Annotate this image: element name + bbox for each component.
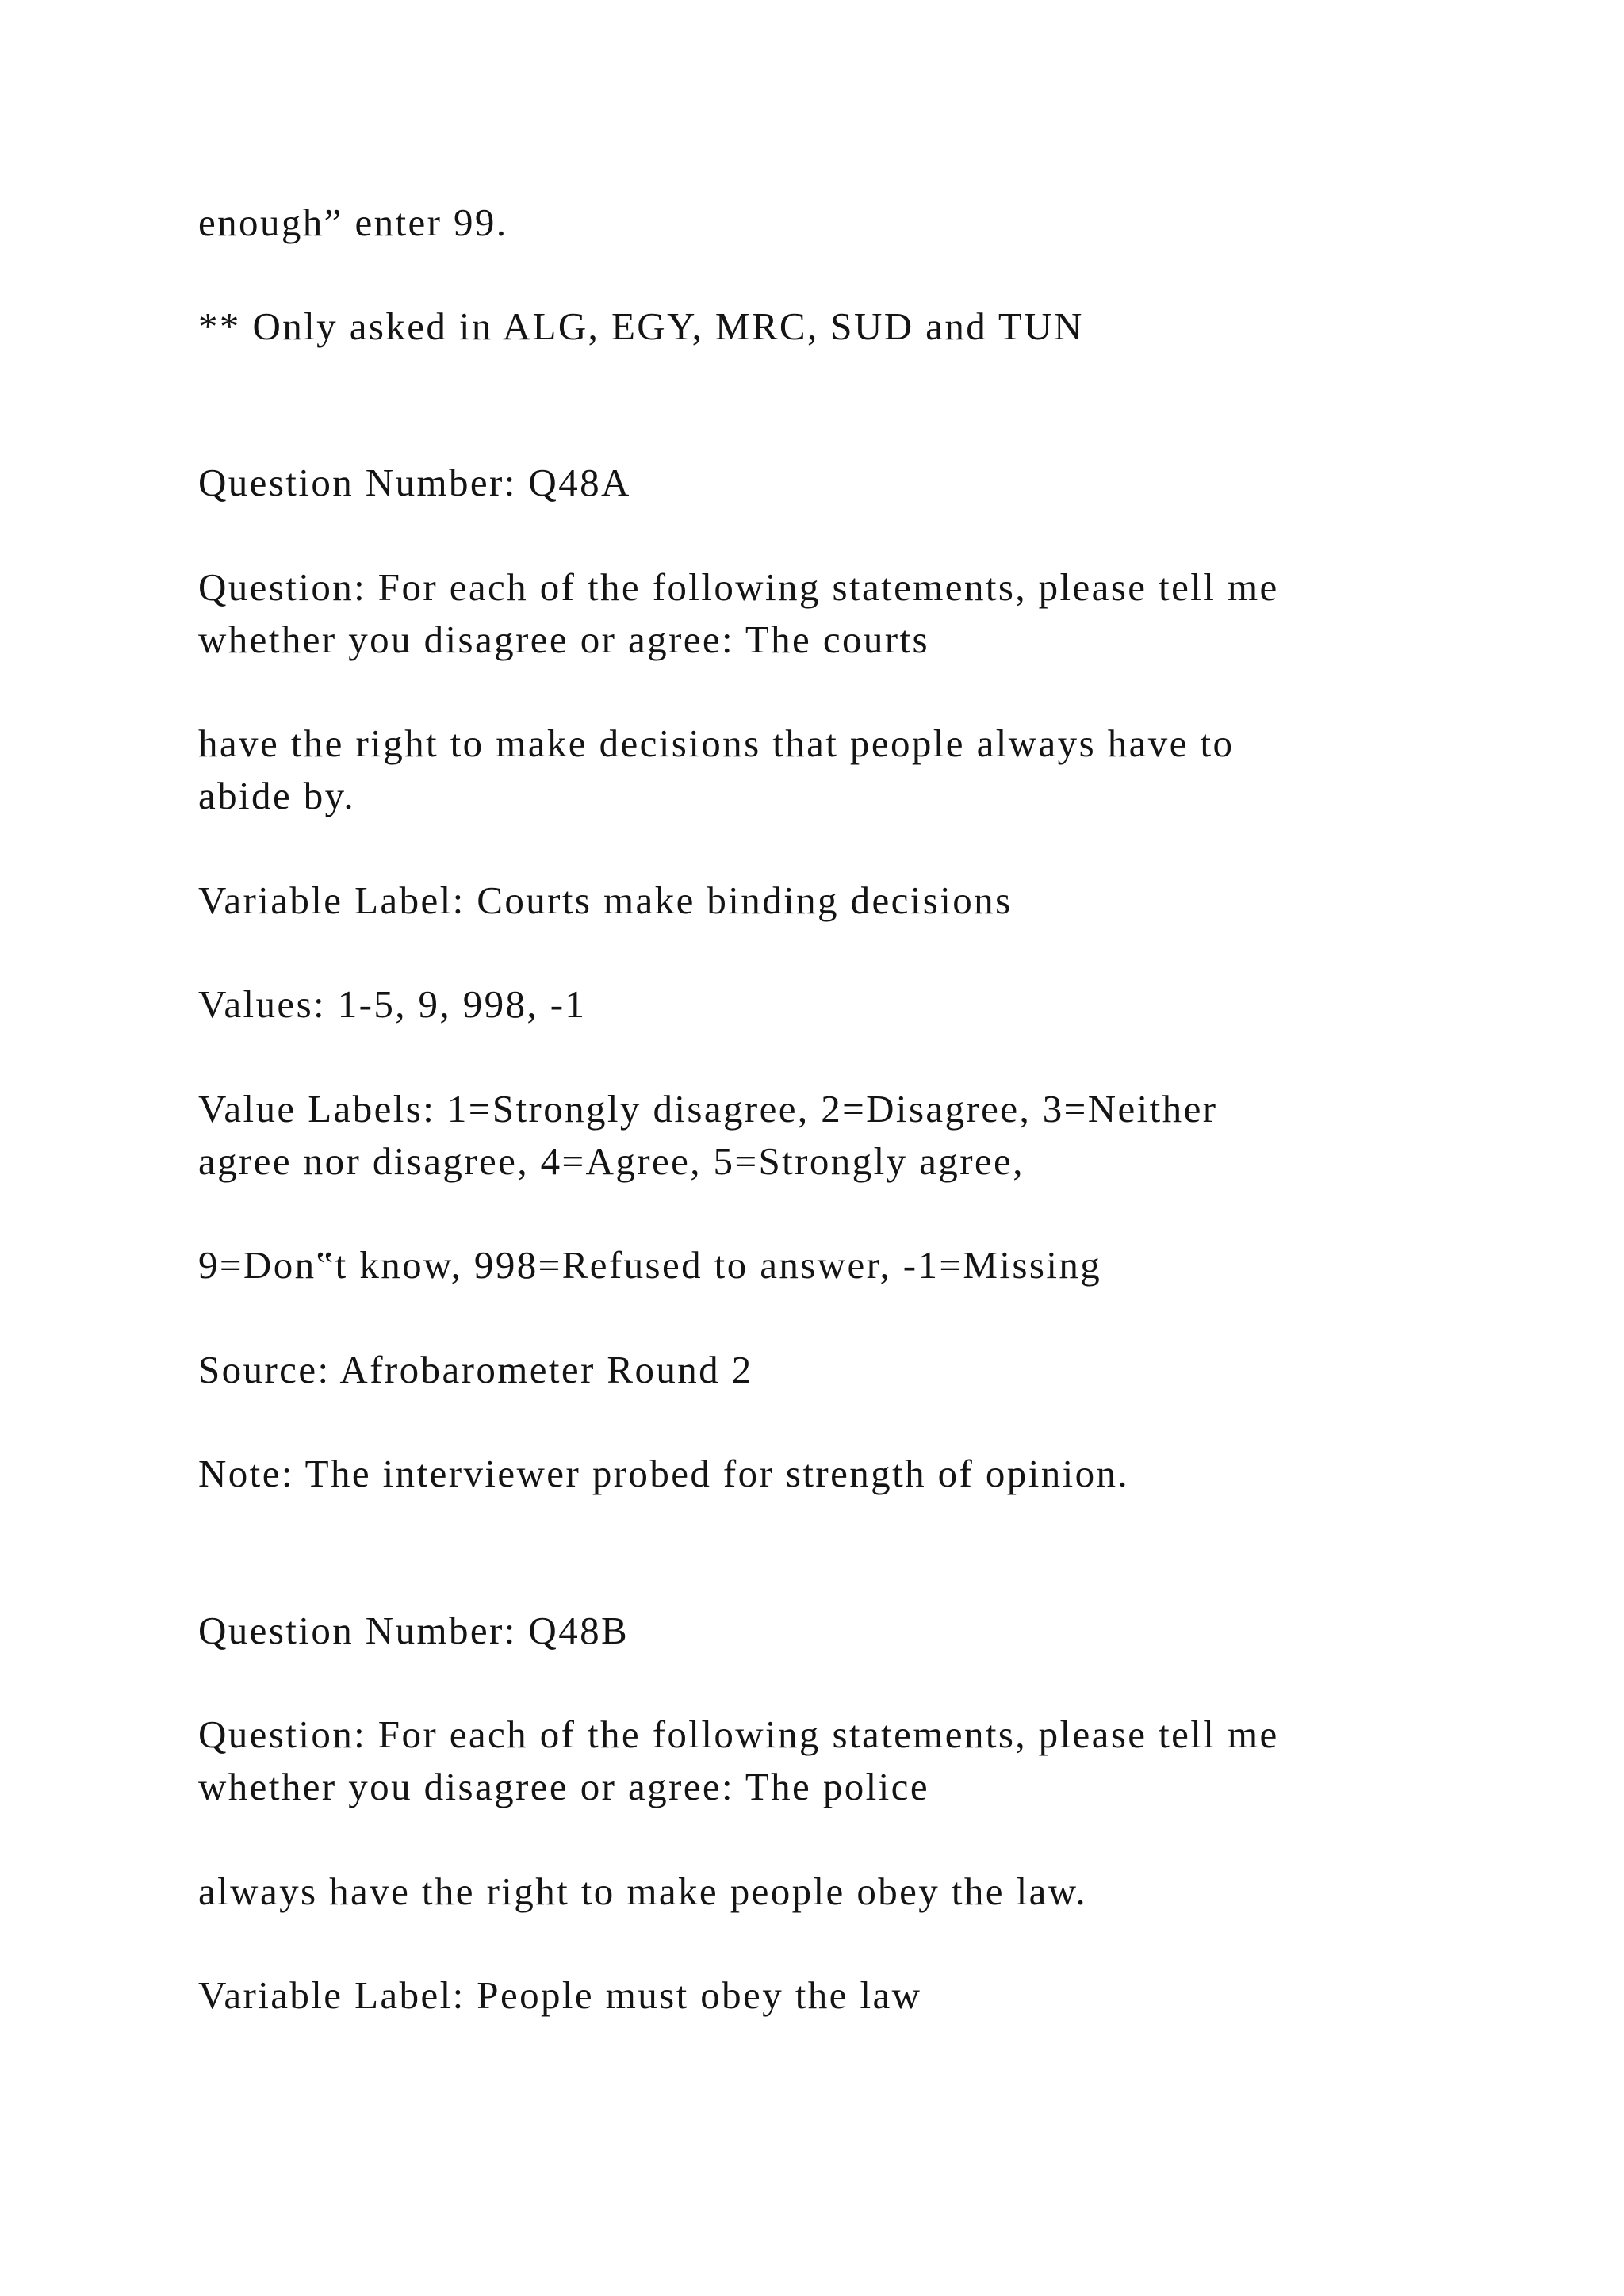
q48a-source: Source: Afrobarometer Round 2 <box>198 1348 753 1391</box>
q48a-variable-label: Variable Label: Courts make binding decisions <box>198 878 1013 922</box>
q48b-question-text-line-3: always have the right to make people obey the law. <box>198 1869 1087 1913</box>
q48a-value-labels-line-1: Value Labels: 1=Strongly disagree, 2=Disagree, 3=Neither <box>198 1087 1218 1131</box>
q48b-variable-label: Variable Label: People must obey the law <box>198 1973 922 2017</box>
q48a-question-text-line-2: whether you disagree or agree: The courts <box>198 618 929 661</box>
q48a-note: Note: The interviewer probed for strength of opinion. <box>198 1452 1130 1495</box>
q48a-value-labels-line-2: agree nor disagree, 4=Agree, 5=Strongly agree, <box>198 1139 1025 1183</box>
q48b-question-text-line-2: whether you disagree or agree: The police <box>198 1765 929 1808</box>
q48a-question-text-line-4: abide by. <box>198 774 356 817</box>
q48a-question-text-line-1: Question: For each of the following statements, please tell me <box>198 565 1279 609</box>
intro-text-line: enough” enter 99. <box>198 201 508 244</box>
q48b-question-number: Question Number: Q48B <box>198 1609 630 1652</box>
q48a-question-text-line-3: have the right to make decisions that people always have to <box>198 721 1235 765</box>
q48a-question-number: Question Number: Q48A <box>198 461 631 504</box>
availability-note: ** Only asked in ALG, EGY, MRC, SUD and TUN <box>198 304 1084 348</box>
q48b-question-text-line-1: Question: For each of the following statements, please tell me <box>198 1712 1279 1756</box>
q48a-values: Values: 1-5, 9, 998, -1 <box>198 982 587 1026</box>
q48a-value-labels-line-3: 9=Don‟t know, 998=Refused to answer, -1=Missing <box>198 1243 1102 1287</box>
